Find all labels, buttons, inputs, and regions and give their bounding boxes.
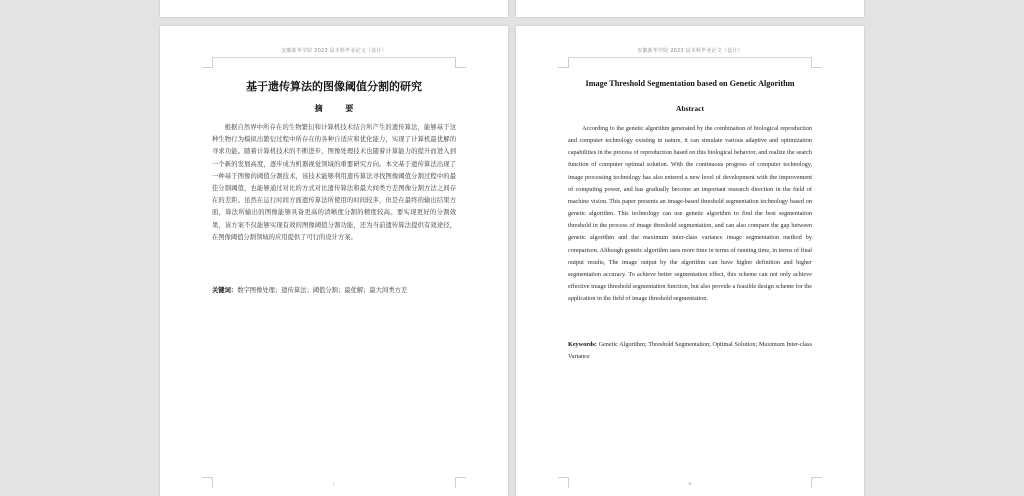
abstract-body-english: According to the genetic algorithm generated by the combination of biological reproduction and computer technology existing in nature, it can simulate various adaptive and optimization capabilities in the process of reproduction based on this biological behavior, and realize the search function of computer optimal solution. With the continuous progress of computer technology, image processing technology has also entered a new level of development with the improvement of computing power, and has gradually become an important research direction in the field of machine vision. This paper presents an image-based threshold segmentation technology based on genetic algorithm. This technology can use genetic algorithm to find the best segmentation threshold in the process of image threshold segmentation, and can also compare the gap between genetic algorithm and the maximum inter-class variance image segmentation method by comparison. Although genetic algorithm uses more time in terms of running time, in terms of final output results, The image output by the algorithm can have higher definition and higher segmentation accuracy. To achieve better segmentation effect, this scheme can not only achieve effective image threshold segmentation function, but also provide a feasible design scheme for the application in the field of image threshold segmentation. — [568, 125, 812, 303]
page-number: II — [688, 481, 692, 486]
keywords-english — [568, 339, 812, 363]
thesis-title-english: Image Threshold Segmentation based on Genetic Algorithm — [585, 79, 795, 88]
page-chinese-abstract — [160, 26, 508, 496]
page-header-text: 安徽新华学院 2023 届本科毕业论文（设计） — [637, 48, 743, 54]
margin-corner-mark — [558, 57, 569, 68]
thesis-title-chinese: 基于遗传算法的图像阈值分割的研究 — [246, 80, 422, 93]
keywords-list: Genetic Algorithm; Threshold Segmentation; Optimal Solution; Maximum Inter-class Variance — [568, 341, 812, 361]
keywords-label: 关键词： — [212, 287, 238, 294]
previous-page-left — [160, 0, 508, 17]
previous-page-right — [516, 0, 864, 17]
margin-corner-mark — [202, 57, 213, 68]
margin-corner-mark — [455, 57, 466, 68]
page-number: I — [333, 481, 335, 486]
header-rule — [212, 57, 456, 58]
abstract-body-chinese: 根据自然界中所存在的生物繁衍和计算机技术结合所产生的遗传算法，能够基于这种生物行为模拟出繁衍过程中所存在的各种自适应和优化能力，实现了计算机最优解的寻求功能。随着计算机技术的不断进步，图像处理技术也随着计算能力的提升而进入到一个新的发展高度，逐步成为机器视觉领域的重要研究方向。本文基于遗传算法出现了一种基于图像的阈值分割技术，该技术能够利用遗传算法寻找图像阈值分割过程中的最佳分割阈值，也能够通过对比的方式对比遗传算法和最大间类方差图像分割方法之间存在的差距。虽然在运行时间方面遗传算法所使用的时间较多，但是在最终的输出结果方面，算法所输出的图像能够具备更高的清晰度分割的精度较高。要实现更好的分割效果，该方案不仅能够实现有效的图像阈值分割功能，还为当前遗传算法提供有效途径，在图像阈值分割领域的应用提供了可行的设计方案。 — [212, 124, 456, 241]
margin-corner-mark — [811, 57, 822, 68]
page-english-abstract — [516, 26, 864, 496]
keywords-label: Keywords: — [568, 341, 597, 348]
keywords-chinese — [212, 285, 456, 297]
header-rule — [568, 57, 812, 58]
abstract-heading-chinese: 摘 要 — [314, 104, 364, 113]
page-header-text: 安徽新华学院 2023 届本科毕业论文（设计） — [281, 48, 387, 54]
keywords-list: 数字图像处理；遗传算法；阈值分割；最优解；最大间类方差 — [237, 287, 408, 294]
abstract-heading-english: Abstract — [676, 104, 704, 113]
